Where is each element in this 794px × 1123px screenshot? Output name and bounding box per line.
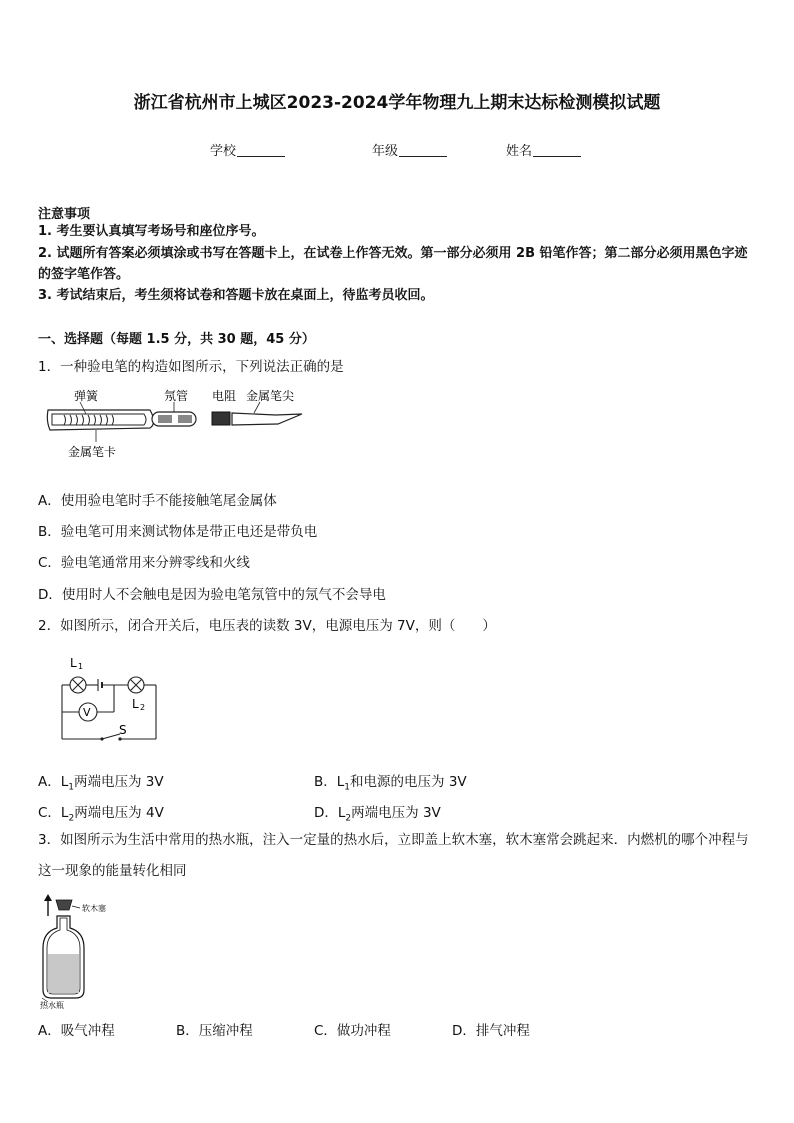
- spring-label: 弹簧: [74, 389, 99, 403]
- school-label: 学校: [210, 144, 237, 159]
- circuit-figure: [52, 652, 162, 744]
- l1-label: L: [70, 656, 77, 670]
- name-field[interactable]: [506, 140, 581, 159]
- question-2-stem: 2．如图所示，闭合开关后，电压表的读数 3V，电源电压为 7V，则（ ）: [38, 618, 496, 634]
- question-2-option-a[interactable]: A．$L_1$两端电压为 3V: [38, 774, 164, 793]
- school-blank[interactable]: [237, 142, 285, 157]
- question-1-option-c[interactable]: C．验电笔通常用来分辨零线和火线: [38, 555, 250, 571]
- question-1-option-b[interactable]: B．验电笔可用来测试物体是带正电还是带负电: [38, 524, 318, 540]
- l2-sub: 2: [140, 703, 146, 712]
- bottle-label: 热水瓶: [40, 1001, 64, 1010]
- question-3-option-d[interactable]: D．排气冲程: [452, 1023, 530, 1039]
- question-1-option-a[interactable]: A．使用验电笔时手不能接触笔尾金属体: [38, 493, 277, 509]
- l1-sub: 1: [78, 662, 84, 671]
- switch-label: S: [119, 723, 127, 737]
- neon-label: 氖管: [164, 389, 189, 403]
- thermos-figure: [36, 892, 126, 1010]
- question-1-option-d[interactable]: D．使用时人不会触电是因为验电笔氖管中的氖气不会导电: [38, 587, 386, 603]
- cork-label: 软木塞: [82, 904, 106, 913]
- question-2-option-c[interactable]: C．$L_2$两端电压为 4V: [38, 805, 164, 824]
- question-2-option-d[interactable]: D．$L_2$两端电压为 3V: [314, 805, 441, 824]
- clip-label: 金属笔卡: [68, 445, 117, 459]
- tip-label: 金属笔尖: [246, 389, 295, 403]
- test-pen-figure: [40, 384, 310, 464]
- resistor-label: 电阻: [212, 389, 237, 403]
- note-item: 1. 考生要认真填写考场号和座位序号。: [38, 224, 265, 239]
- question-3-option-a[interactable]: A．吸气冲程: [38, 1023, 115, 1039]
- grade-field[interactable]: [372, 140, 447, 159]
- question-2-option-b[interactable]: B．$L_1$和电源的电压为 3V: [314, 774, 467, 793]
- page-title: 浙江省杭州市上城区2023-2024学年物理九上期末达标检测模拟试题: [133, 93, 661, 113]
- question-1-stem: 1．一种验电笔的构造如图所示，下列说法正确的是: [38, 359, 344, 375]
- section-heading: 一、选择题（每题 1.5 分，共 30 题，45 分）: [38, 332, 315, 347]
- question-3-option-b[interactable]: B．压缩冲程: [176, 1023, 253, 1039]
- note-item: 2. 试题所有答案必须填涂或书写在答题卡上，在试卷上作答无效。第一部分必须用 2B 铅笔作答；第二部分必须用黑色字迹的签字笔作答。: [38, 246, 748, 282]
- name-label: 姓名: [506, 144, 533, 159]
- name-blank[interactable]: [533, 142, 581, 157]
- question-3-stem: 3．如图所示为生活中常用的热水瓶，注入一定量的热水后，立即盖上软木塞，软木塞常会跳起来．内燃机的哪个冲程与这一现象的能量转化相同: [38, 832, 749, 879]
- question-3-option-c[interactable]: C．做功冲程: [314, 1023, 391, 1039]
- grade-label: 年级: [372, 144, 399, 159]
- notes-title: 注意事项: [38, 207, 91, 222]
- grade-blank[interactable]: [399, 142, 447, 157]
- school-field[interactable]: [210, 140, 285, 159]
- note-item: 3. 考试结束后，考生须将试卷和答题卡放在桌面上，待监考员收回。: [38, 288, 434, 303]
- voltmeter-label: V: [83, 706, 91, 719]
- l2-label: L: [132, 697, 139, 711]
